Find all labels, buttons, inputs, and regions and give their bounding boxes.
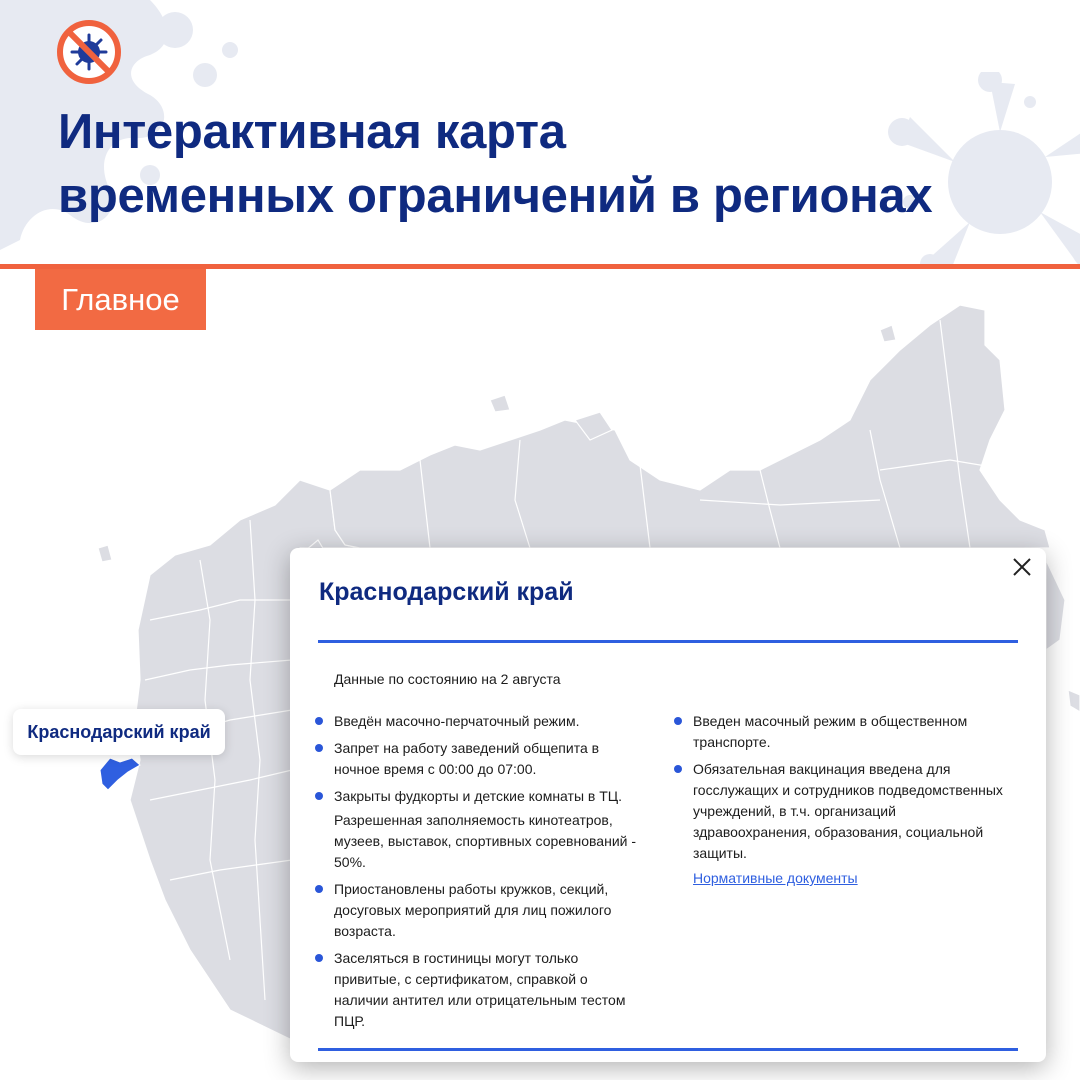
restrictions-list-left	[315, 711, 645, 1038]
list-item	[674, 711, 1004, 753]
list-item	[315, 738, 645, 780]
list-item	[315, 948, 645, 1032]
header-banner	[0, 0, 1080, 264]
data-date: Данные по состоянию на 2 августа	[334, 671, 561, 687]
popup-top-rule	[318, 640, 1018, 643]
page-title	[58, 100, 1058, 228]
no-virus-icon	[56, 19, 122, 85]
list-item	[315, 711, 645, 732]
close-icon[interactable]	[1009, 554, 1035, 580]
bullet-icon	[315, 744, 323, 752]
list-item-text: Приостановлены работы кружков, секций, досуговых мероприятий для лиц пожилого возраста.	[334, 881, 612, 939]
popup-title: Краснодарский край	[319, 578, 574, 606]
list-item-subtext: Разрешенная заполняемость кинотеатров, музеев, выставок, спортивных соревнований - 50%.	[334, 812, 637, 870]
normative-documents-link[interactable]: Нормативные документы	[693, 870, 858, 886]
list-item-text: Закрыты фудкорты и детские комнаты в ТЦ.	[334, 788, 623, 804]
section-tag: Главное	[35, 269, 206, 330]
bullet-icon	[315, 717, 323, 725]
page-title-line-1: Интерактивная карта	[58, 105, 566, 159]
docs-link-row	[674, 868, 1004, 889]
list-item-text: Введён масочно-перчаточный режим.	[334, 713, 580, 729]
page-title-line-2: временных ограничений в регионах	[58, 169, 933, 223]
region-tooltip: Краснодарский край	[13, 709, 225, 755]
bullet-icon	[674, 765, 682, 773]
list-item-text: Заселяться в гостиницы могут только привитые, с сертификатом, справкой о наличии антител или отрицательным тестом ПЦР.	[334, 950, 626, 1029]
list-item-text: Обязательная вакцинация введена для госслужащих и сотрудников подведомственных учреждений, в т.ч. организаций здравоохранения, образования, социальной защиты.	[693, 761, 1003, 861]
list-item-text: Введен масочный режим в общественном транспорте.	[693, 713, 968, 750]
list-item-text: Запрет на работу заведений общепита в ночное время с 00:00 до 07:00.	[334, 740, 600, 777]
list-item	[674, 759, 1004, 864]
restrictions-list-right	[674, 711, 1004, 889]
bullet-icon	[315, 792, 323, 800]
list-item	[315, 786, 645, 807]
bullet-icon	[674, 717, 682, 725]
popup-bottom-rule	[318, 1048, 1018, 1051]
list-item	[315, 879, 645, 942]
bullet-icon	[315, 885, 323, 893]
region-info-popup	[290, 548, 1046, 1062]
bullet-icon	[315, 954, 323, 962]
